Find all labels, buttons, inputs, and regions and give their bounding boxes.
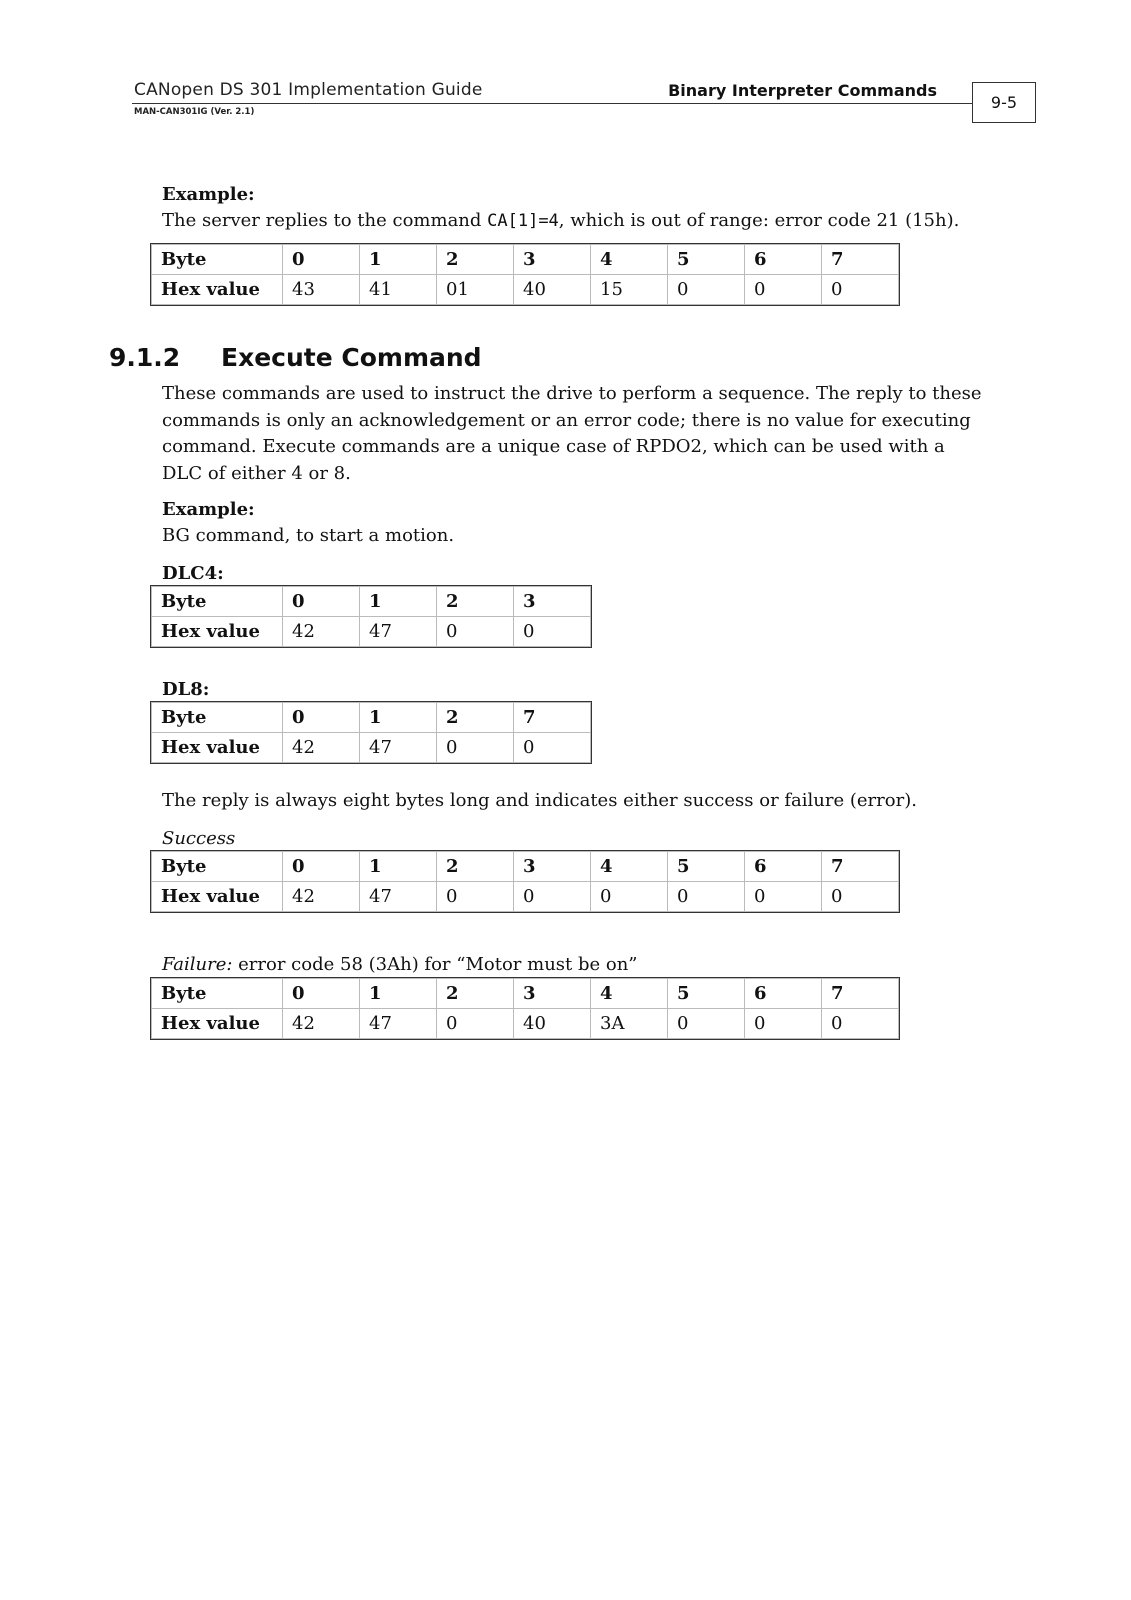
byte-index-cell: 5 <box>668 852 745 882</box>
byte-index-cell: 3 <box>514 979 591 1009</box>
row-label: Hex value <box>152 275 283 305</box>
row-label: Byte <box>152 587 283 617</box>
byte-index-cell: 0 <box>283 587 360 617</box>
section-title: Execute Command <box>221 343 482 372</box>
reply-text: The reply is always eight bytes long and indicates either success or failure (error). <box>162 790 917 811</box>
dl8-caption: DL8: <box>162 679 210 700</box>
byte-index-cell: 2 <box>437 245 514 275</box>
hex-value-cell: 47 <box>360 733 437 763</box>
byte-index-cell: 2 <box>437 852 514 882</box>
byte-table-example1 <box>151 244 899 305</box>
byte-index-cell: 6 <box>745 979 822 1009</box>
failure-label: Failure: <box>162 954 233 975</box>
hex-value-cell: 42 <box>283 882 360 912</box>
hex-value-cell: 0 <box>668 1009 745 1039</box>
dlc4-caption: DLC4: <box>162 563 224 584</box>
section-body <box>162 381 982 487</box>
byte-index-cell: 3 <box>514 245 591 275</box>
byte-index-cell: 1 <box>360 245 437 275</box>
hex-value-cell: 47 <box>360 617 437 647</box>
byte-index-cell: 2 <box>437 979 514 1009</box>
hex-value-cell: 0 <box>591 882 668 912</box>
hex-value-cell: 42 <box>283 1009 360 1039</box>
byte-index-cell: 2 <box>437 587 514 617</box>
byte-table-success <box>151 851 899 912</box>
byte-index-cell: 0 <box>283 979 360 1009</box>
byte-index-cell: 5 <box>668 979 745 1009</box>
byte-table-failure <box>151 978 899 1039</box>
hex-value-row <box>152 882 899 912</box>
byte-index-cell: 5 <box>668 245 745 275</box>
hex-value-cell: 41 <box>360 275 437 305</box>
section-heading <box>109 343 482 372</box>
row-label: Hex value <box>152 1009 283 1039</box>
hex-value-cell: 0 <box>745 275 822 305</box>
byte-row <box>152 245 899 275</box>
hex-value-cell: 15 <box>591 275 668 305</box>
byte-table-dlc4 <box>151 586 591 647</box>
body-line: command. Execute commands are a unique case of RPDO2, which can be used with a <box>162 436 945 457</box>
byte-index-cell: 1 <box>360 852 437 882</box>
byte-index-cell: 2 <box>437 703 514 733</box>
row-label: Byte <box>152 245 283 275</box>
hex-value-cell: 0 <box>514 733 591 763</box>
byte-index-cell: 6 <box>745 852 822 882</box>
hex-value-cell: 0 <box>822 1009 899 1039</box>
body-line: DLC of either 4 or 8. <box>162 462 351 484</box>
byte-row <box>152 979 899 1009</box>
row-label: Byte <box>152 979 283 1009</box>
chapter-title: Binary Interpreter Commands <box>668 81 937 100</box>
row-label: Hex value <box>152 617 283 647</box>
example-text-after: , which is out of range: error code 21 (15h). <box>558 210 960 231</box>
hex-value-cell: 3A <box>591 1009 668 1039</box>
hex-value-cell: 42 <box>283 617 360 647</box>
failure-description: error code 58 (3Ah) for “Motor must be on” <box>232 954 638 975</box>
document-title: CANopen DS 301 Implementation Guide <box>134 80 483 100</box>
page-number: 9-5 <box>972 82 1036 123</box>
byte-index-cell: 7 <box>514 703 591 733</box>
hex-value-cell: 47 <box>360 882 437 912</box>
hex-value-row <box>152 1009 899 1039</box>
byte-row <box>152 852 899 882</box>
hex-value-row <box>152 733 591 763</box>
example-label: Example: <box>162 184 255 205</box>
hex-value-row <box>152 617 591 647</box>
hex-value-cell: 0 <box>437 733 514 763</box>
row-label: Byte <box>152 703 283 733</box>
hex-value-cell: 0 <box>437 882 514 912</box>
hex-value-cell: 0 <box>668 882 745 912</box>
hex-value-cell: 0 <box>745 882 822 912</box>
hex-value-row <box>152 275 899 305</box>
success-caption: Success <box>162 828 236 849</box>
hex-value-cell: 0 <box>822 275 899 305</box>
byte-index-cell: 7 <box>822 245 899 275</box>
byte-index-cell: 4 <box>591 979 668 1009</box>
byte-index-cell: 4 <box>591 245 668 275</box>
example2-text: BG command, to start a motion. <box>162 525 455 546</box>
byte-index-cell: 7 <box>822 852 899 882</box>
body-line: These commands are used to instruct the drive to perform a sequence. The reply to these <box>162 383 982 404</box>
row-label: Byte <box>152 852 283 882</box>
hex-value-cell: 0 <box>437 617 514 647</box>
byte-index-cell: 0 <box>283 852 360 882</box>
section-number: 9.1.2 <box>109 343 181 372</box>
row-label: Hex value <box>152 882 283 912</box>
byte-index-cell: 6 <box>745 245 822 275</box>
hex-value-cell: 0 <box>668 275 745 305</box>
body-line: commands is only an acknowledgement or an error code; there is no value for executing <box>162 409 971 431</box>
hex-value-cell: 0 <box>822 882 899 912</box>
hex-value-cell: 42 <box>283 733 360 763</box>
byte-row <box>152 587 591 617</box>
byte-index-cell: 4 <box>591 852 668 882</box>
example2-label: Example: <box>162 499 255 520</box>
hex-value-cell: 0 <box>514 617 591 647</box>
byte-index-cell: 0 <box>283 703 360 733</box>
byte-index-cell: 3 <box>514 852 591 882</box>
hex-value-cell: 01 <box>437 275 514 305</box>
example-code: CA[1]=4 <box>487 211 559 231</box>
hex-value-cell: 40 <box>514 275 591 305</box>
byte-index-cell: 1 <box>360 587 437 617</box>
byte-index-cell: 3 <box>514 587 591 617</box>
hex-value-cell: 0 <box>514 882 591 912</box>
hex-value-cell: 43 <box>283 275 360 305</box>
hex-value-cell: 40 <box>514 1009 591 1039</box>
hex-value-cell: 47 <box>360 1009 437 1039</box>
byte-row <box>152 703 591 733</box>
hex-value-cell: 0 <box>745 1009 822 1039</box>
example-text-before: The server replies to the command <box>162 210 488 231</box>
byte-index-cell: 0 <box>283 245 360 275</box>
byte-index-cell: 1 <box>360 979 437 1009</box>
failure-caption <box>162 952 982 979</box>
header-rule <box>132 103 973 104</box>
byte-index-cell: 7 <box>822 979 899 1009</box>
hex-value-cell: 0 <box>437 1009 514 1039</box>
example-description <box>162 208 982 235</box>
byte-table-dl8 <box>151 702 591 763</box>
byte-index-cell: 1 <box>360 703 437 733</box>
document-id: MAN-CAN301IG (Ver. 2.1) <box>134 107 255 117</box>
row-label: Hex value <box>152 733 283 763</box>
